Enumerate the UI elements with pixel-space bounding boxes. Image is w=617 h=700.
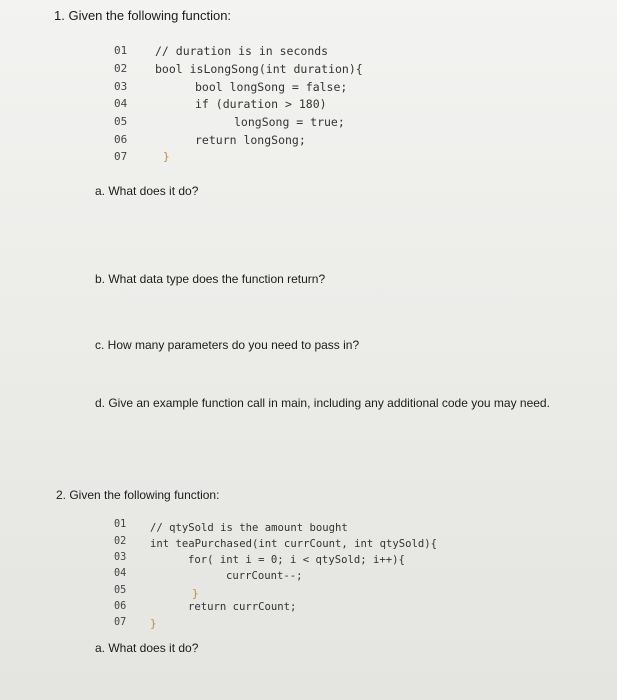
- line-number: 05: [114, 585, 127, 596]
- line-number: 06: [114, 601, 127, 612]
- code-line: for( int i = 0; i < qtySold; i++){: [188, 554, 405, 566]
- line-number: 02: [114, 62, 128, 75]
- line-number: 05: [114, 115, 128, 128]
- line-number: 07: [114, 150, 128, 163]
- question-2-heading: 2. Given the following function:: [56, 488, 220, 502]
- line-number: 04: [114, 568, 127, 579]
- code-line: longSong = true;: [234, 115, 345, 129]
- line-number: 07: [114, 617, 127, 628]
- line-number: 04: [114, 97, 128, 110]
- code-line: return longSong;: [195, 133, 306, 147]
- question-1-heading: 1. Given the following function:: [54, 8, 232, 23]
- line-number: 03: [114, 80, 128, 93]
- code-line: }: [150, 617, 157, 630]
- line-number: 06: [114, 133, 128, 146]
- code-line: // duration is in seconds: [155, 44, 329, 58]
- question-1c: c. How many parameters do you need to pass in?: [95, 338, 360, 352]
- question-1a: a. What does it do?: [95, 184, 199, 198]
- code-line: if (duration > 180): [195, 97, 327, 111]
- code-line: }: [163, 150, 170, 163]
- question-1b: b. What data type does the function return?: [95, 272, 326, 286]
- code-line: bool isLongSong(int duration){: [155, 62, 363, 76]
- line-number: 01: [114, 44, 128, 57]
- question-1d: d. Give an example function call in main, including any additional code you may need.: [95, 396, 550, 410]
- question-2a: a. What does it do?: [95, 641, 199, 655]
- code-line: return currCount;: [188, 601, 297, 613]
- code-line: // qtySold is the amount bought: [150, 522, 348, 534]
- line-number: 03: [114, 552, 127, 563]
- code-line: }: [192, 587, 199, 600]
- code-line: int teaPurchased(int currCount, int qtySold){: [150, 538, 438, 550]
- code-line: bool longSong = false;: [195, 80, 348, 94]
- line-number: 01: [114, 519, 127, 530]
- code-line: currCount--;: [226, 570, 303, 582]
- line-number: 02: [114, 536, 127, 547]
